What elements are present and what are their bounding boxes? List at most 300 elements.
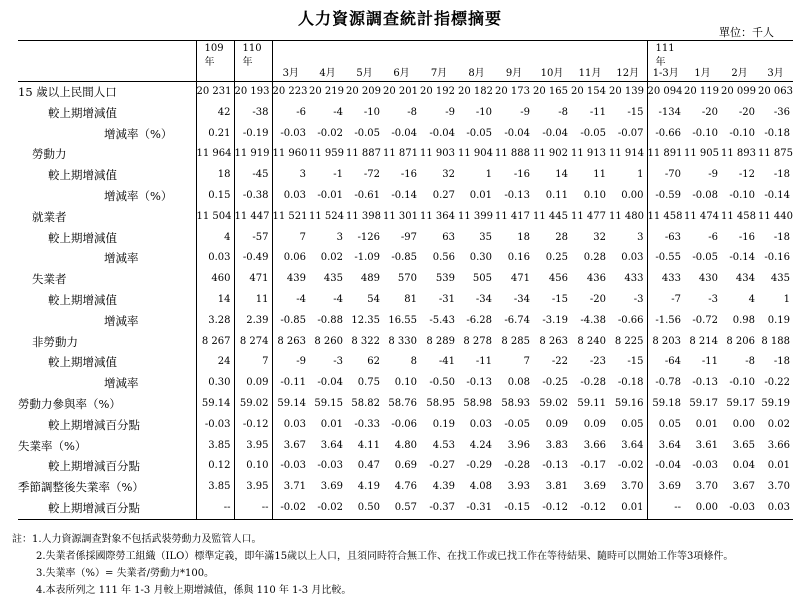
table-cell: -6 [708, 231, 718, 243]
table-cell: 3.64 [647, 436, 684, 457]
table-cell: 20 173 [495, 86, 530, 97]
table-cell: 0.19 [432, 418, 455, 430]
table-cell: -97 [400, 231, 417, 243]
table-cell: 3.61 [695, 439, 718, 451]
table-cell: -18 [773, 356, 790, 368]
table-cell: 4.19 [357, 481, 380, 493]
table-cell: -0.10 [729, 377, 755, 389]
table-cell: 0.09 [545, 418, 568, 430]
table-cell: 8 214 [689, 335, 718, 347]
table-cell: 3.66 [583, 439, 606, 451]
row-label: 失業率（%） [18, 438, 87, 453]
table-cell: -1.56 [647, 311, 684, 332]
row-label: 較上期增減值 [48, 105, 117, 120]
table-cell: -0.33 [354, 418, 380, 430]
table-cell: 11 480 [609, 210, 644, 222]
table-row [18, 373, 793, 394]
table-cell: 3 [272, 165, 309, 186]
table-cell: -- [196, 498, 234, 519]
table-cell: 42 [196, 103, 234, 124]
table-cell: 59.02 [539, 397, 568, 409]
table-cell: 58.98 [463, 397, 492, 409]
table-cell: -0.04 [391, 127, 417, 139]
table-cell: 11 524 [309, 210, 344, 222]
table-cell: 3.67 [732, 481, 755, 493]
table-cell: -0.02 [309, 498, 346, 519]
table-cell: 3.67 [272, 436, 309, 457]
column-header [272, 41, 309, 82]
table-cell: 0.15 [196, 186, 234, 207]
table-cell: -0.05 [580, 127, 606, 139]
table-cell: 11 904 [458, 148, 493, 160]
table-cell: 8 263 [272, 332, 309, 353]
table-cell: -0.12 [234, 415, 272, 436]
table-cell: 11 905 [684, 148, 719, 160]
table-cell: 81 [404, 293, 417, 305]
column-year-suffix: 年 [655, 57, 666, 68]
table-cell: -0.03 [692, 460, 718, 472]
table-cell: 439 [272, 269, 309, 290]
table-cell: 18 [517, 231, 530, 243]
table-cell: 4 [196, 228, 234, 249]
table-cell: -16 [513, 169, 530, 181]
column-header [684, 41, 721, 82]
row-label: 較上期增減值 [48, 355, 117, 370]
row-label: 較上期增減百分點 [48, 417, 140, 432]
column-month: 2月 [731, 68, 748, 79]
table-cell: 0.27 [432, 189, 455, 201]
table-cell: 1 [485, 169, 492, 181]
table-cell: 20 165 [533, 86, 568, 97]
table-cell: 18 [196, 165, 234, 186]
table-row [18, 477, 793, 498]
row-label: 增減率（%） [104, 126, 173, 141]
table-cell: 11 960 [272, 144, 309, 165]
table-cell: -0.59 [647, 186, 684, 207]
column-header [758, 41, 793, 82]
table-cell: -5.43 [429, 314, 455, 326]
table-cell: -0.13 [692, 377, 718, 389]
table-cell: 11 893 [721, 148, 756, 160]
table-cell: 8 203 [647, 332, 684, 353]
table-cell: -134 [647, 103, 684, 124]
table-cell: -31 [438, 293, 455, 305]
table-cell: 11 919 [234, 144, 272, 165]
table-cell: 20 119 [684, 86, 719, 97]
table-cell: 0.05 [621, 418, 644, 430]
row-label: 失業者 [32, 272, 67, 287]
table-row [18, 332, 793, 353]
table-cell: -6 [272, 103, 309, 124]
row-label: 非勞動力 [32, 334, 78, 349]
table-cell: -45 [234, 165, 272, 186]
table-cell: 456 [548, 273, 568, 285]
row-label: 勞動力參與率（%） [18, 396, 121, 411]
table-cell: 11 399 [458, 210, 493, 222]
table-row [18, 165, 793, 186]
table-cell: -0.01 [317, 189, 343, 201]
table-cell: 3.81 [545, 481, 568, 493]
table-cell: 0.09 [583, 418, 606, 430]
table-cell: -126 [357, 231, 380, 243]
table-cell: 11 458 [647, 207, 684, 228]
table-cell: 11 964 [196, 144, 234, 165]
table-cell: 8 322 [351, 335, 380, 347]
table-cell: 0.75 [357, 377, 380, 389]
table-cell: 0.01 [320, 418, 343, 430]
table-cell: 59.16 [614, 397, 644, 409]
table-cell: -0.72 [692, 314, 718, 326]
table-cell: -64 [647, 352, 684, 373]
table-cell: 0.06 [272, 248, 309, 269]
table-row [18, 82, 793, 103]
table-cell: 0.05 [647, 415, 684, 436]
table-cell: 11 504 [196, 207, 234, 228]
table-cell: 14 [196, 290, 234, 311]
table-row [18, 394, 793, 415]
table-row [18, 290, 793, 311]
table-cell: 20 231 [196, 82, 234, 103]
table-cell: 0.98 [732, 314, 755, 326]
table-cell: 3.93 [507, 481, 530, 493]
table-cell: 11 914 [609, 148, 644, 160]
table-cell: 11 521 [272, 207, 309, 228]
table-cell: 58.93 [501, 397, 530, 409]
table-cell: 11 875 [758, 148, 793, 160]
table-cell: -0.05 [466, 127, 492, 139]
table-cell: 0.50 [346, 498, 383, 519]
table-cell: 0.09 [234, 373, 272, 394]
table-cell: -20 [701, 106, 718, 118]
table-cell: -0.18 [764, 127, 790, 139]
table-cell: -0.05 [354, 127, 380, 139]
table-cell: -0.03 [272, 124, 309, 145]
table-cell: 0.30 [469, 252, 492, 264]
table-cell: -0.10 [692, 127, 718, 139]
header-row [18, 41, 793, 82]
column-month: 6月 [393, 68, 410, 79]
column-month: 7月 [430, 68, 448, 79]
table-cell: 7 [523, 356, 530, 368]
table-cell: 0.69 [394, 460, 417, 472]
table-cell: -57 [234, 228, 272, 249]
table-cell: -36 [773, 106, 790, 118]
table-cell: -0.07 [617, 127, 644, 139]
table-cell: 570 [397, 273, 417, 285]
table-cell: -11 [701, 356, 718, 368]
table-cell: 505 [472, 273, 492, 285]
table-cell: 0.03 [758, 498, 793, 519]
table-row [18, 269, 793, 290]
table-cell: 11 [234, 290, 272, 311]
table-cell: 0.08 [507, 377, 530, 389]
table-cell: 3.95 [234, 436, 272, 457]
table-cell: 489 [360, 273, 380, 285]
table-cell: 4.24 [469, 439, 492, 451]
row-label: 較上期增減百分點 [18, 498, 196, 519]
table-cell: 11 398 [346, 210, 381, 222]
table-cell: 3.83 [545, 439, 568, 451]
table-cell: 54 [367, 293, 380, 305]
footnote-line: 2.失業者係採國際勞工組織（ILO）標準定義，即年滿15歲以上人口，且須同時符合無工作、在找工作或已找工作在等待結果、隨時可以開始工作等3項條件。 [36, 551, 734, 562]
table-cell: 0.10 [583, 189, 606, 201]
table-cell: -0.05 [692, 252, 718, 264]
table-cell: 28 [555, 231, 568, 243]
table-cell: -4.38 [580, 314, 606, 326]
table-cell: 35 [479, 231, 492, 243]
table-cell: -12 [738, 169, 755, 181]
table-cell: 2.39 [234, 311, 272, 332]
table-cell: 0.12 [196, 456, 234, 477]
table-cell: 59.17 [689, 397, 718, 409]
table-cell: 0.02 [320, 252, 343, 264]
footnotes [12, 531, 733, 599]
table-cell: 4.11 [357, 439, 380, 451]
table-cell: 59.14 [196, 394, 234, 415]
table-cell: 0.01 [695, 418, 718, 430]
table-cell: 4 [748, 293, 755, 305]
table-cell: 20 223 [272, 82, 309, 103]
table-cell: 0.10 [234, 456, 272, 477]
table-cell: -0.12 [571, 498, 609, 519]
table-cell: 11 888 [495, 148, 530, 160]
table-cell: 14 [555, 169, 568, 181]
table-cell: 59.11 [577, 397, 606, 409]
table-cell: 3.85 [196, 436, 234, 457]
table-cell: 0.21 [196, 124, 234, 145]
row-label: 季節調整後失業率（%） [18, 480, 144, 495]
table-row [18, 415, 793, 436]
table-cell: -20 [738, 106, 755, 118]
table-cell: 63 [442, 231, 455, 243]
table-cell: -0.15 [495, 498, 533, 519]
table-cell: -0.78 [647, 373, 684, 394]
table-cell: -23 [589, 356, 606, 368]
table-row [18, 248, 793, 269]
column-month: 3月 [282, 68, 299, 79]
table-cell: 436 [586, 273, 606, 285]
table-cell: 12.35 [351, 314, 380, 326]
table-cell: 11 959 [309, 148, 344, 160]
table-cell: -0.04 [542, 127, 568, 139]
table-cell: 32 [593, 231, 606, 243]
table-cell: -0.02 [272, 498, 309, 519]
table-cell: 0.03 [196, 248, 234, 269]
table-cell: 20 094 [647, 82, 684, 103]
column-header [420, 41, 458, 82]
table-cell: 3.64 [320, 439, 343, 451]
table-cell: -1.09 [354, 252, 380, 264]
table-cell: -0.66 [617, 314, 644, 326]
table-cell: 3.70 [767, 481, 790, 493]
table-cell: -8 [407, 106, 417, 118]
table-cell: 3.28 [196, 311, 234, 332]
table-cell: 0.19 [767, 314, 790, 326]
table-cell: -16 [738, 231, 755, 243]
column-header [234, 41, 272, 82]
table-cell: 3.65 [732, 439, 755, 451]
table-cell: 460 [196, 269, 234, 290]
table-cell: 59.17 [726, 397, 755, 409]
column-month: 4月 [319, 68, 336, 79]
table-cell: -4 [272, 290, 309, 311]
table-cell: -0.14 [729, 252, 755, 264]
table-cell: 0.01 [469, 189, 492, 201]
table-cell: 11 891 [647, 144, 684, 165]
table-cell: -0.17 [580, 460, 606, 472]
table-cell: 0.11 [545, 189, 568, 201]
table-cell: 0.03 [272, 415, 309, 436]
statistics-table [18, 40, 793, 520]
column-month: 8月 [468, 68, 485, 79]
table-cell: -0.49 [234, 248, 272, 269]
column-month: 11月 [578, 68, 602, 79]
table-cell: 0.03 [469, 418, 492, 430]
table-row [18, 352, 793, 373]
table-cell: -10 [475, 106, 492, 118]
column-year-suffix: 年 [242, 57, 253, 68]
table-cell: 11 445 [533, 210, 568, 222]
row-label: 較上期增減值 [48, 292, 117, 307]
column-header [458, 41, 495, 82]
table-cell: 8 240 [577, 335, 606, 347]
table-cell: 59.02 [234, 394, 272, 415]
table-cell: -6.28 [466, 314, 492, 326]
table-cell: -- [234, 498, 272, 519]
table-cell: -8 [558, 106, 568, 118]
table-row [18, 186, 793, 207]
table-cell: 8 289 [426, 335, 455, 347]
table-cell: 24 [196, 352, 234, 373]
table-cell: 59.15 [314, 397, 343, 409]
table-cell: 0.57 [383, 498, 420, 519]
table-cell: 539 [435, 273, 455, 285]
table-cell: 11 417 [495, 210, 530, 222]
table-row [18, 498, 793, 519]
table-cell: -15 [627, 106, 644, 118]
table-cell: 3 [336, 231, 343, 243]
table-cell: -0.10 [729, 127, 755, 139]
table-cell: -22 [551, 356, 568, 368]
column-month: 1月 [694, 68, 711, 79]
table-cell: -70 [647, 165, 684, 186]
table-cell: -0.28 [504, 460, 530, 472]
table-cell: 3.85 [196, 477, 234, 498]
column-year-suffix: 年 [204, 57, 215, 68]
table-cell: -0.04 [504, 127, 530, 139]
table-cell: 11 364 [420, 210, 455, 222]
table-cell: 59.14 [272, 394, 309, 415]
table-cell: 58.76 [388, 397, 417, 409]
table-cell: 3 [637, 231, 644, 243]
table-cell: 433 [647, 269, 684, 290]
column-month: 10月 [540, 68, 564, 79]
table-cell: 0.00 [684, 498, 721, 519]
table-cell: 16.55 [388, 314, 417, 326]
row-label: 較上期增減值 [48, 230, 117, 245]
table-cell: -4 [333, 293, 343, 305]
table-row [18, 144, 793, 165]
table-cell: -0.85 [272, 311, 309, 332]
table-cell: -34 [513, 293, 530, 305]
table-cell: -3 [333, 356, 343, 368]
table-cell: -9 [708, 169, 718, 181]
table-cell: -0.03 [196, 415, 234, 436]
table-cell: 0.01 [609, 498, 647, 519]
table-cell: 11 301 [383, 210, 418, 222]
table-cell: 20 139 [609, 86, 644, 97]
table-cell: 20 219 [309, 86, 344, 97]
table-cell: 58.95 [426, 397, 455, 409]
table-cell: 8 260 [314, 335, 343, 347]
footnote-line: 3.失業率（%）= 失業者/勞動力*100。 [36, 568, 215, 579]
table-cell: -0.04 [429, 127, 455, 139]
table-cell: -0.14 [764, 189, 790, 201]
table-cell: 433 [624, 273, 644, 285]
table-cell: 0.30 [196, 373, 234, 394]
footnote-line: 4.本表所列之 111 年 1-3 月較上期增減值，係與 110 年 1-3 月比較。 [36, 585, 352, 596]
table-cell: 3.71 [272, 477, 309, 498]
table-cell: -0.27 [429, 460, 455, 472]
table-cell: -41 [438, 356, 455, 368]
table-cell: 0.00 [621, 189, 644, 201]
table-row [18, 436, 793, 457]
table-cell: -63 [647, 228, 684, 249]
table-cell: -8 [745, 356, 755, 368]
column-header [495, 41, 533, 82]
table-cell: 8 274 [234, 332, 272, 353]
table-cell: 11 902 [533, 148, 568, 160]
row-label: 較上期增減百分點 [48, 459, 140, 474]
table-cell: 11 887 [346, 148, 381, 160]
table-cell: 20 099 [721, 86, 756, 97]
table-cell: 20 182 [458, 86, 493, 97]
table-cell: 20 193 [234, 82, 272, 103]
table-cell: -0.25 [542, 377, 568, 389]
table-cell: -0.18 [617, 377, 644, 389]
table-cell: 11 458 [721, 210, 756, 222]
table-cell: 62 [367, 356, 380, 368]
table-cell: -9 [445, 106, 455, 118]
table-cell: -11 [589, 106, 606, 118]
table-cell: 0.25 [545, 252, 568, 264]
table-cell: -0.37 [420, 498, 458, 519]
table-cell: 8 330 [388, 335, 417, 347]
table-row [18, 228, 793, 249]
table-cell: 0.00 [732, 418, 755, 430]
table-cell: 11 474 [684, 210, 719, 222]
column-year: 111 [655, 43, 675, 54]
table-cell: -0.61 [354, 189, 380, 201]
table-cell: -7 [647, 290, 684, 311]
table-cell: -0.03 [272, 456, 309, 477]
table-cell: -- [647, 498, 684, 519]
table-cell: 3.70 [695, 481, 718, 493]
row-label: 增減率（%） [104, 188, 173, 203]
column-header [383, 41, 420, 82]
table-cell: 3.69 [583, 481, 606, 493]
table-cell: -0.22 [764, 377, 790, 389]
table-cell: 3.96 [507, 439, 530, 451]
table-cell: 0.28 [583, 252, 606, 264]
table-cell: 4.53 [432, 439, 455, 451]
table-cell: 0.03 [621, 252, 644, 264]
table-cell: -0.19 [234, 124, 272, 145]
table-cell: 471 [510, 273, 530, 285]
table-cell: 20 154 [571, 86, 606, 97]
table-cell: 0.56 [432, 252, 455, 264]
unit-label: 單位：千人 [719, 26, 774, 39]
